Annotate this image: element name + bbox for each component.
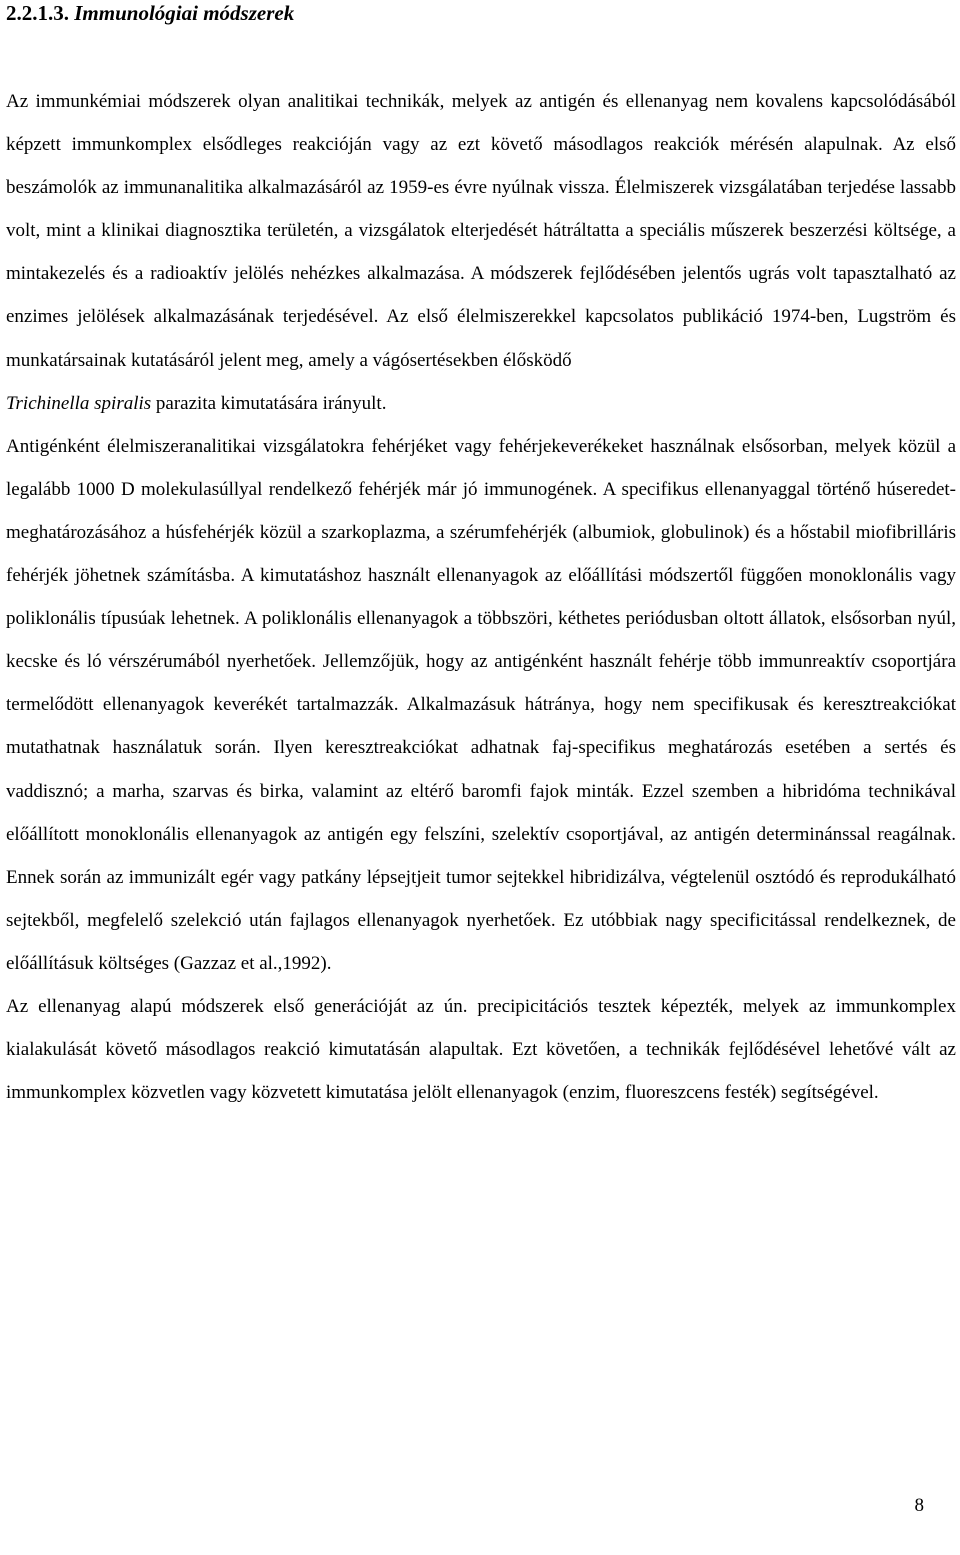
section-heading [6,0,294,26]
paragraph-3: Az ellenanyag alapú módszerek első generációját az ún. precipicitációs tesztek képezték, melyek az immunkomplex kialakulását követő másodlagos reakció kimutatásán alapultak. Ezt követően, a technikák fejlődésével lehetővé vált az immunkomplex közvetlen vagy közvetett kimutatása jelölt ellenanyagok (enzim, fluoreszcens festék) segítségével. [6,995,956,1104]
body-text [6,80,956,1114]
species-name: Trichinella spiralis [6,392,152,414]
paragraph-1-text: Az immunkémiai módszerek olyan analitikai technikák, melyek az antigén és ellenanyag nem kovalens kapcsolódásából képzett immunkomplex elsődleges reakcióján vagy az ezt követő másodlagos reakciók mérésén alapulnak. Az első beszámolók az immunanalitika alkalmazásáról az 1959-es évre nyúlnak vissza. Élelmiszerek vizsgálatában terjedése lassabb volt, mint a klinikai diagnosztika területén, a vizsgálatok elterjedését hátráltatta a speciális műszerek beszerzési költsége, a mintakezelés és a radioaktív jelölés nehézkes alkalmazása. A módszerek fejlődésében jelentős ugrás volt tapasztalható az enzimes jelölések alkalmazásának terjedésével. Az első élelmiszerekkel kapcsolatos publikáció 1974-ben, Lugström és munkatársainak kutatásáról jelent meg, amely a vágósertésekben élősködő [6,91,956,371]
section-number: 2.2.1.3. [6,1,69,25]
paragraph-1 [6,80,956,425]
section-title: Immunológiai módszerek [74,1,295,25]
paragraph-1-text-end: parazita kimutatására irányult. [151,392,387,414]
paragraph-2: Antigénként élelmiszeranalitikai vizsgálatokra fehérjéket vagy fehérjekeverékeket használnak elsősorban, melyek közül a legalább 1000 D molekulasúllyal rendelkező fehérjék már jó immunogének. A specifikus ellenanyaggal történő húseredet-meghatározásához a húsfehérjék közül a szarkoplazma, a szérumfehérjék (albumiok, globulinok) és a hőstabil miofibrilláris fehérjék jöhetnek számításba. A kimutatáshoz használt ellenanyagok az előállítási módszertől függően monoklonális vagy poliklonális típusúak lehetnek. A poliklonális ellenanyagok a többszöri, kéthetes periódusban oltott állatok, elsősorban nyúl, kecske és ló vérszérumából nyerhetőek. Jellemzőjük, hogy az antigénként használt fehérje több immunreaktív csoportjára termelődött ellenanyagok keverékét tartalmazzák. Alkalmazásuk hátránya, hogy nem specifikusak és keresztreakciókat mutathatnak használatuk során. Ilyen keresztreakciókat adhatnak faj-specifikus meghatározás esetében a sertés és vaddisznó; a marha, szarvas és birka, valamint az eltérő baromfi fajok minták. Ezzel szemben a hibridóma technikával előállított monoklonális ellenanyagok az antigén egy felszíni, szelektív csoportjával, az antigén determinánssal reagálnak. Ennek során az immunizált egér vagy patkány lépsejtjeit tumor sejtekkel hibridizálva, végtelenül osztódó és reprodukálható sejtekből, megfelelő szelekció után fajlagos ellenanyagok nyerhetőek. Ez utóbbiak nagy specificitással rendelkeznek, de előállításuk költséges (Gazzaz et al.,1992). [6,435,956,974]
page-number: 8 [914,1495,924,1516]
